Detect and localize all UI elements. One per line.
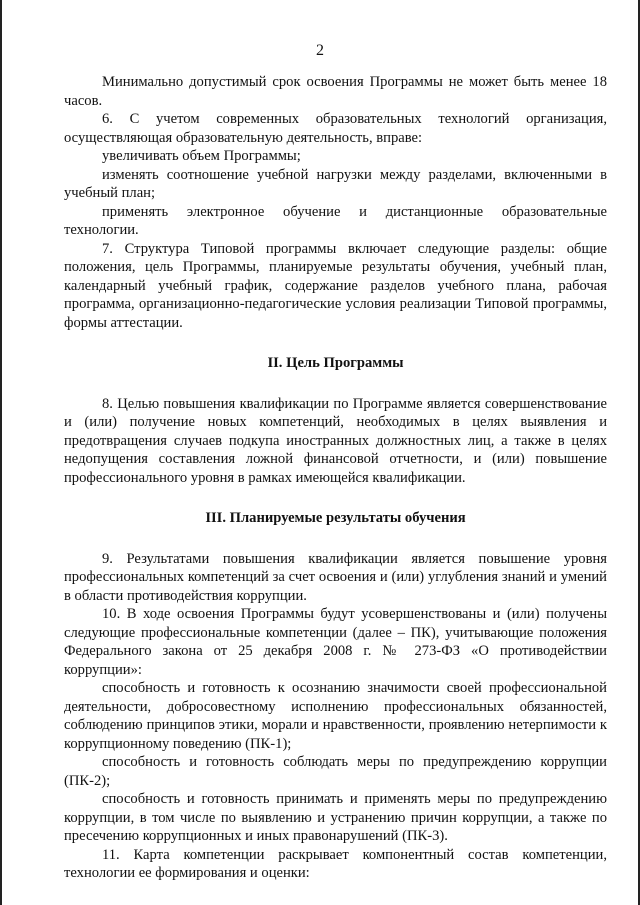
page-number: 2: [316, 42, 324, 59]
section-3-heading-wrap: [64, 487, 607, 550]
section-2-title: II. Цель Программы: [267, 355, 404, 371]
paragraph-8: 8. Целью повышения квалификации по Программе является совершенствование и (или) получение новых компетенций, необходимых в целях выявления и предотвращения случаев подкупа иностранных должностных лиц, а также в целях недопущения составления ложной финансовой отчетности, и (или) повышение профессионального уровня в рамках имеющейся квалификации.: [64, 395, 607, 486]
competence-pk-1: способность и готовность к осознанию значимости своей профессиональной деятельности, добросовестному исполнению профессиональных обязанностей, соблюдению принципов этики, морали и нравственности, проявлению нетерпимости к коррупционному поведению (ПК-1);: [64, 680, 607, 752]
paragraph-11: 11. Карта компетенции раскрывает компонентный состав компетенции, технологии ее формирования и оценки:: [64, 846, 607, 881]
list-item-e-learning: применять электронное обучение и дистанционные образовательные технологии.: [64, 203, 607, 238]
paragraph-7: 7. Структура Типовой программы включает следующие разделы: общие положения, цель Программы, планируемые результаты обучения, учебный план, календарный учебный график, содержание разделов учебного плана, рабочая программа, организационно-педагогические условия реализации Типовой программы, формы аттестации.: [64, 240, 607, 331]
list-item-increase-volume: увеличивать объем Программы;: [102, 148, 301, 164]
paragraph-min-duration: Минимально допустимый срок освоения Программы не может быть менее 18 часов.: [64, 74, 607, 109]
paragraph-9: 9. Результатами повышения квалификации является повышение уровня профессиональных компетенций за счет освоения и (или) углубления знаний и умений в области противодействия коррупции.: [64, 550, 607, 604]
paragraph-10: 10. В ходе освоения Программы будут усовершенствованы и (или) получены следующие профессиональные компетенции (далее – ПК), учитывающие положения Федерального закона от 25 декабря 2008 г. № 273-ФЗ «О противодействии коррупции»:: [64, 606, 607, 678]
competence-pk-2: способность и готовность соблюдать меры по предупреждению коррупции (ПК-2);: [64, 754, 607, 789]
section-3-title: III. Планируемые результаты обучения: [205, 510, 466, 526]
document-body: [64, 73, 607, 883]
competence-pk-3: способность и готовность принимать и применять меры по предупреждению коррупции, в том числе по выявлению и устранению причин коррупции, а также по пресечению коррупционных и иных правонарушений (ПК-3).: [64, 791, 607, 844]
list-item-change-ratio: изменять соотношение учебной нагрузки между разделами, включенными в учебный план;: [64, 166, 607, 201]
paragraph-6: 6. С учетом современных образовательных технологий организация, осуществляющая образовательную деятельность, вправе:: [64, 111, 607, 146]
section-2-heading-wrap: [64, 332, 607, 395]
